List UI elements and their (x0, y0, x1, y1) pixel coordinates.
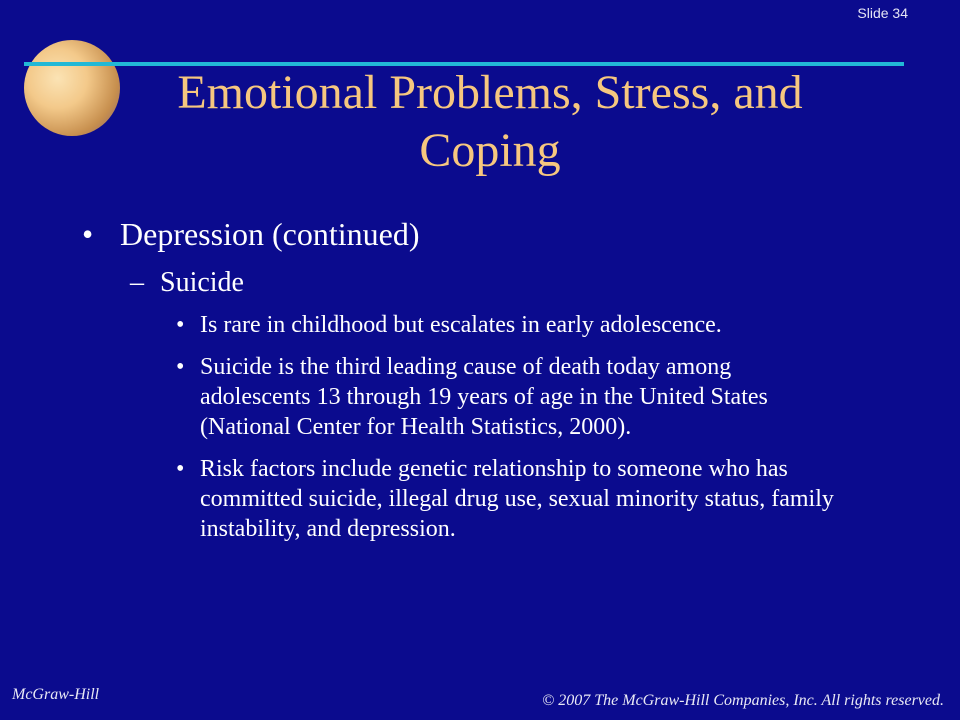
bullet-text: Suicide is the third leading cause of death today among adolescents 13 through 19 years of age in the United States (National Center for Health Statistics, 2000). (200, 354, 768, 440)
bullet-text: Is rare in childhood but escalates in early adolescence. (200, 312, 722, 338)
bullet-text: Suicide (160, 267, 244, 298)
bullet-text: Depression (continued) (120, 216, 420, 252)
slide-content (82, 214, 922, 556)
list-item (174, 352, 834, 442)
list-item (174, 454, 834, 544)
dash-icon: – (130, 267, 144, 298)
list-item (174, 310, 834, 340)
bullet-icon: • (176, 354, 185, 380)
bullet-list-level-3 (174, 310, 834, 544)
bullet-icon: • (82, 216, 94, 252)
bullet-text: Risk factors include genetic relationship to someone who has committed suicide, illegal drug use, sexual minority status, family instability, and depression. (200, 456, 834, 542)
footer-publisher: McGraw-Hill (12, 686, 100, 703)
slide-number: Slide 34 (857, 5, 908, 21)
slide-title (80, 64, 900, 180)
bullet-icon: • (176, 456, 185, 482)
bullet-icon: • (176, 312, 185, 338)
slide-title-line-1: Emotional Problems, Stress, and (177, 66, 803, 119)
bullet-level-2 (130, 266, 922, 300)
bullet-level-1 (82, 214, 922, 254)
footer-copyright: © 2007 The McGraw-Hill Companies, Inc. All rights reserved. (542, 692, 944, 709)
slide-title-line-2: Coping (419, 124, 561, 177)
